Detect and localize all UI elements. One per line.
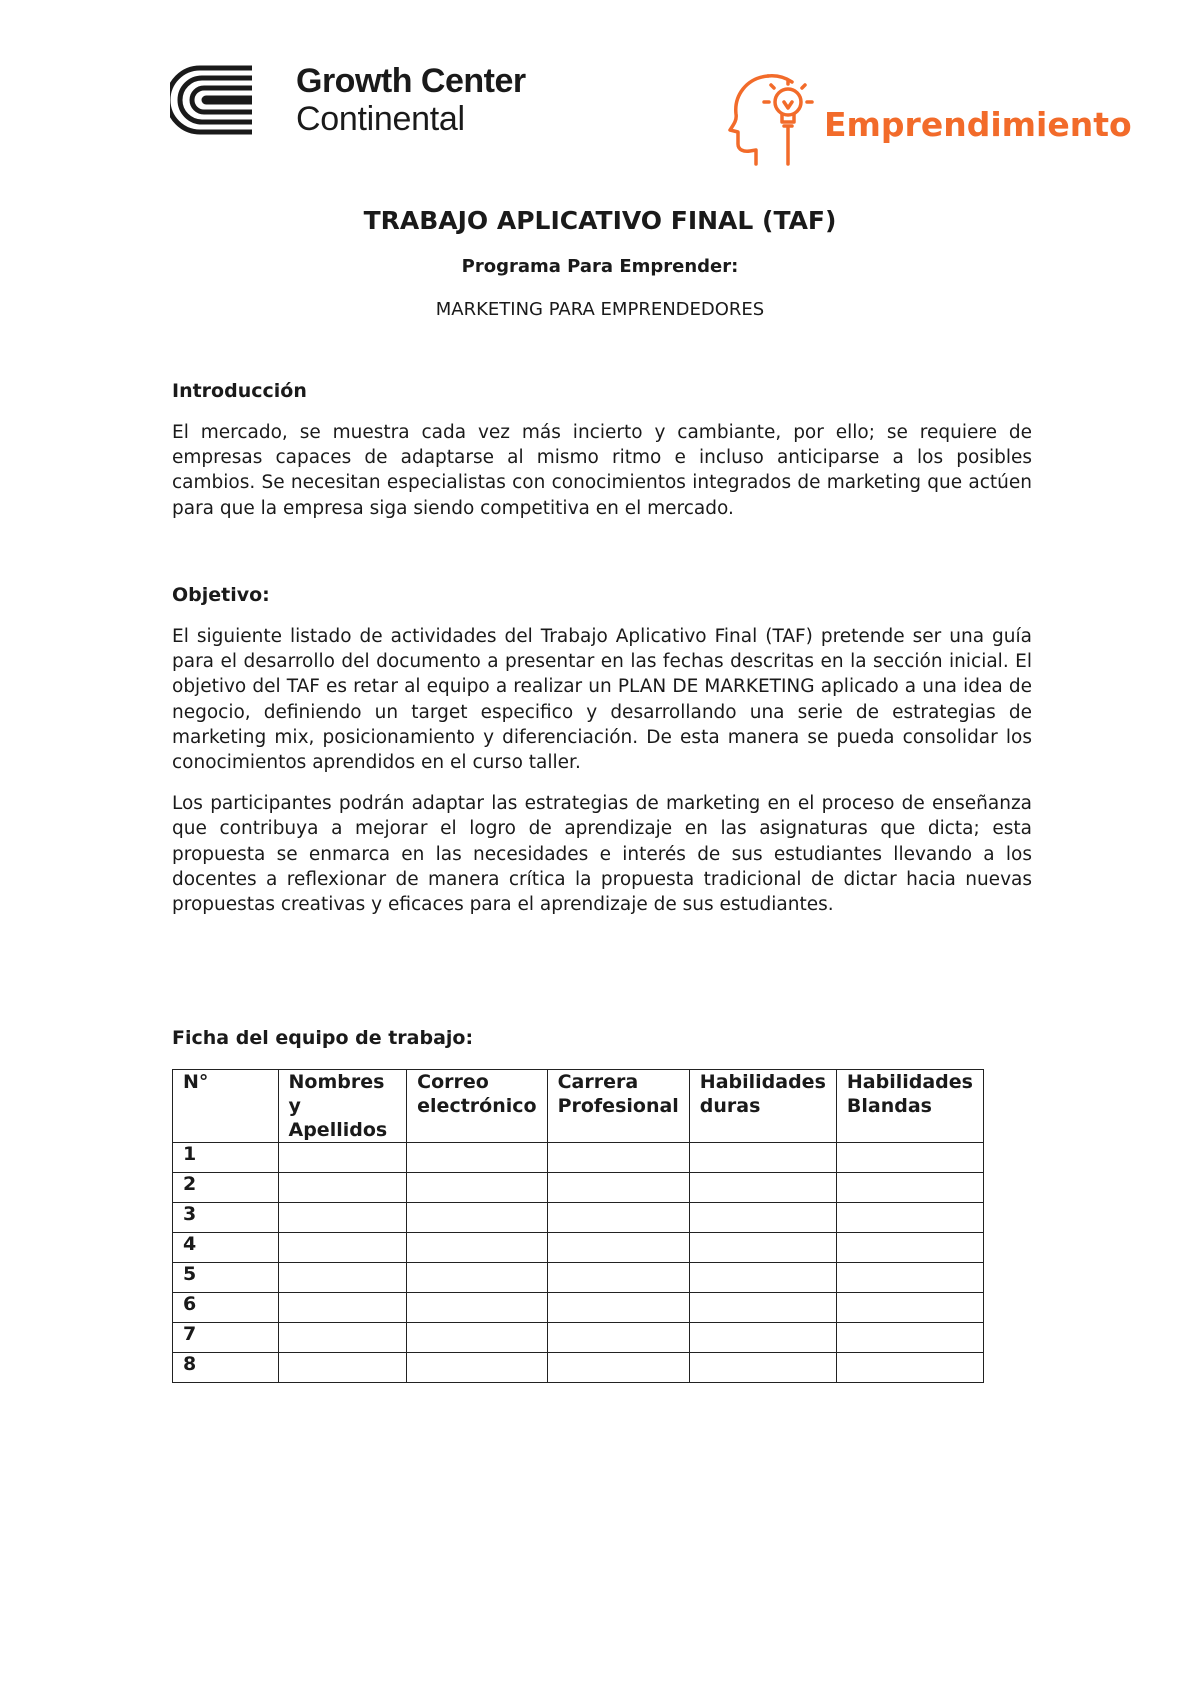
col-header-soft-skills: Habilidades Blandas bbox=[836, 1070, 983, 1143]
cell[interactable] bbox=[836, 1323, 983, 1353]
table-row bbox=[173, 1353, 984, 1383]
row-number: 4 bbox=[173, 1233, 279, 1263]
cell[interactable] bbox=[547, 1353, 689, 1383]
col-header-names: Nombres y Apellidos bbox=[278, 1070, 407, 1143]
table-row bbox=[173, 1233, 984, 1263]
cell[interactable] bbox=[836, 1263, 983, 1293]
cell[interactable] bbox=[836, 1353, 983, 1383]
intro-heading: Introducción bbox=[172, 380, 307, 402]
cell[interactable] bbox=[407, 1143, 547, 1173]
col-header-email: Correo electrónico bbox=[407, 1070, 547, 1143]
cell[interactable] bbox=[278, 1353, 407, 1383]
table-row bbox=[173, 1143, 984, 1173]
cell[interactable] bbox=[407, 1293, 547, 1323]
concentric-c-logo-icon bbox=[170, 65, 254, 135]
cell[interactable] bbox=[547, 1203, 689, 1233]
row-number: 5 bbox=[173, 1263, 279, 1293]
cell[interactable] bbox=[689, 1323, 836, 1353]
table-row bbox=[173, 1263, 984, 1293]
cell[interactable] bbox=[278, 1263, 407, 1293]
cell[interactable] bbox=[407, 1233, 547, 1263]
cell[interactable] bbox=[547, 1293, 689, 1323]
cell[interactable] bbox=[689, 1173, 836, 1203]
cell[interactable] bbox=[547, 1233, 689, 1263]
cell[interactable] bbox=[689, 1293, 836, 1323]
cell[interactable] bbox=[278, 1173, 407, 1203]
team-table bbox=[172, 1069, 984, 1383]
cell[interactable] bbox=[689, 1203, 836, 1233]
table-row bbox=[173, 1293, 984, 1323]
cell[interactable] bbox=[689, 1263, 836, 1293]
program-subtitle: Programa Para Emprender: bbox=[461, 256, 739, 277]
row-number: 1 bbox=[173, 1143, 279, 1173]
emprendimiento-logo bbox=[728, 68, 1132, 168]
cell[interactable] bbox=[689, 1233, 836, 1263]
objective-paragraph-2: Los participantes podrán adaptar las estrategias de marketing en el proceso de enseñanza que contribuya a mejorar el logro de aprendizaje en las asignaturas que dicta; esta propuesta se enmarca en las necesidades e interés de sus estudiantes llevando a los docentes a reflexionar de manera crítica la propuesta tradicional de dictar hacia nuevas propuestas creativas y eficaces para el aprendizaje de sus estudiantes. bbox=[172, 793, 1032, 916]
cell[interactable] bbox=[547, 1173, 689, 1203]
table-row bbox=[173, 1323, 984, 1353]
logo-text bbox=[296, 64, 526, 136]
intro-section bbox=[172, 380, 1032, 521]
cell[interactable] bbox=[407, 1173, 547, 1203]
objective-heading: Objetivo: bbox=[172, 584, 270, 606]
cell[interactable] bbox=[836, 1143, 983, 1173]
row-number: 2 bbox=[173, 1173, 279, 1203]
table-row bbox=[173, 1173, 984, 1203]
cell[interactable] bbox=[407, 1323, 547, 1353]
cell[interactable] bbox=[547, 1263, 689, 1293]
objective-paragraph-1: El siguiente listado de actividades del Trabajo Aplicativo Final (TAF) pretende ser una guía para el desarrollo del documento a presentar en las fechas descritas en la sección inicial. El objetivo del TAF es retar al equipo a realizar un PLAN DE MARKETING aplicado a una idea de negocio, definiendo un target especifico y desarrollando una serie de estrategias de marketing mix, posicionamiento y diferenciación. De esta manera se pueda consolidar los conocimientos aprendidos en el curso taller. bbox=[172, 626, 1032, 774]
col-header-career: Carrera Profesional bbox=[547, 1070, 689, 1143]
cell[interactable] bbox=[278, 1293, 407, 1323]
cell[interactable] bbox=[689, 1353, 836, 1383]
team-section bbox=[172, 1027, 1032, 1049]
row-number: 6 bbox=[173, 1293, 279, 1323]
intro-paragraph: El mercado, se muestra cada vez más incierto y cambiante, por ello; se requiere de empresas capaces de adaptarse al mismo ritmo e incluso anticiparse a los posibles cambios. Se necesitan especialistas con conocimientos integrados de marketing que actúen para que la empresa siga siendo competitiva en el mercado. bbox=[172, 422, 1032, 519]
table-row bbox=[173, 1203, 984, 1233]
growth-center-logo bbox=[170, 64, 526, 136]
cell[interactable] bbox=[407, 1263, 547, 1293]
col-header-hard-skills: Habilidades duras bbox=[689, 1070, 836, 1143]
table-header-row bbox=[173, 1070, 984, 1143]
cell[interactable] bbox=[278, 1233, 407, 1263]
team-heading: Ficha del equipo de trabajo: bbox=[172, 1027, 474, 1049]
cell[interactable] bbox=[547, 1323, 689, 1353]
course-subtitle: MARKETING PARA EMPRENDEDORES bbox=[435, 299, 765, 320]
row-number: 3 bbox=[173, 1203, 279, 1233]
row-number: 7 bbox=[173, 1323, 279, 1353]
cell[interactable] bbox=[278, 1203, 407, 1233]
cell[interactable] bbox=[407, 1203, 547, 1233]
cell[interactable] bbox=[547, 1143, 689, 1173]
document-title: TRABAJO APLICATIVO FINAL (TAF) bbox=[363, 206, 837, 235]
cell[interactable] bbox=[278, 1323, 407, 1353]
logo-line1: Growth Center bbox=[296, 62, 526, 100]
cell[interactable] bbox=[836, 1293, 983, 1323]
objective-section bbox=[172, 584, 1032, 917]
logo-line2: Continental bbox=[296, 100, 465, 138]
cell[interactable] bbox=[278, 1143, 407, 1173]
cell[interactable] bbox=[836, 1233, 983, 1263]
cell[interactable] bbox=[836, 1203, 983, 1233]
cell[interactable] bbox=[689, 1143, 836, 1173]
row-number: 8 bbox=[173, 1353, 279, 1383]
cell[interactable] bbox=[407, 1353, 547, 1383]
brand-word: Emprendimiento bbox=[824, 104, 1132, 144]
head-lightbulb-icon bbox=[728, 68, 818, 168]
cell[interactable] bbox=[836, 1173, 983, 1203]
col-header-number: N° bbox=[173, 1070, 279, 1143]
